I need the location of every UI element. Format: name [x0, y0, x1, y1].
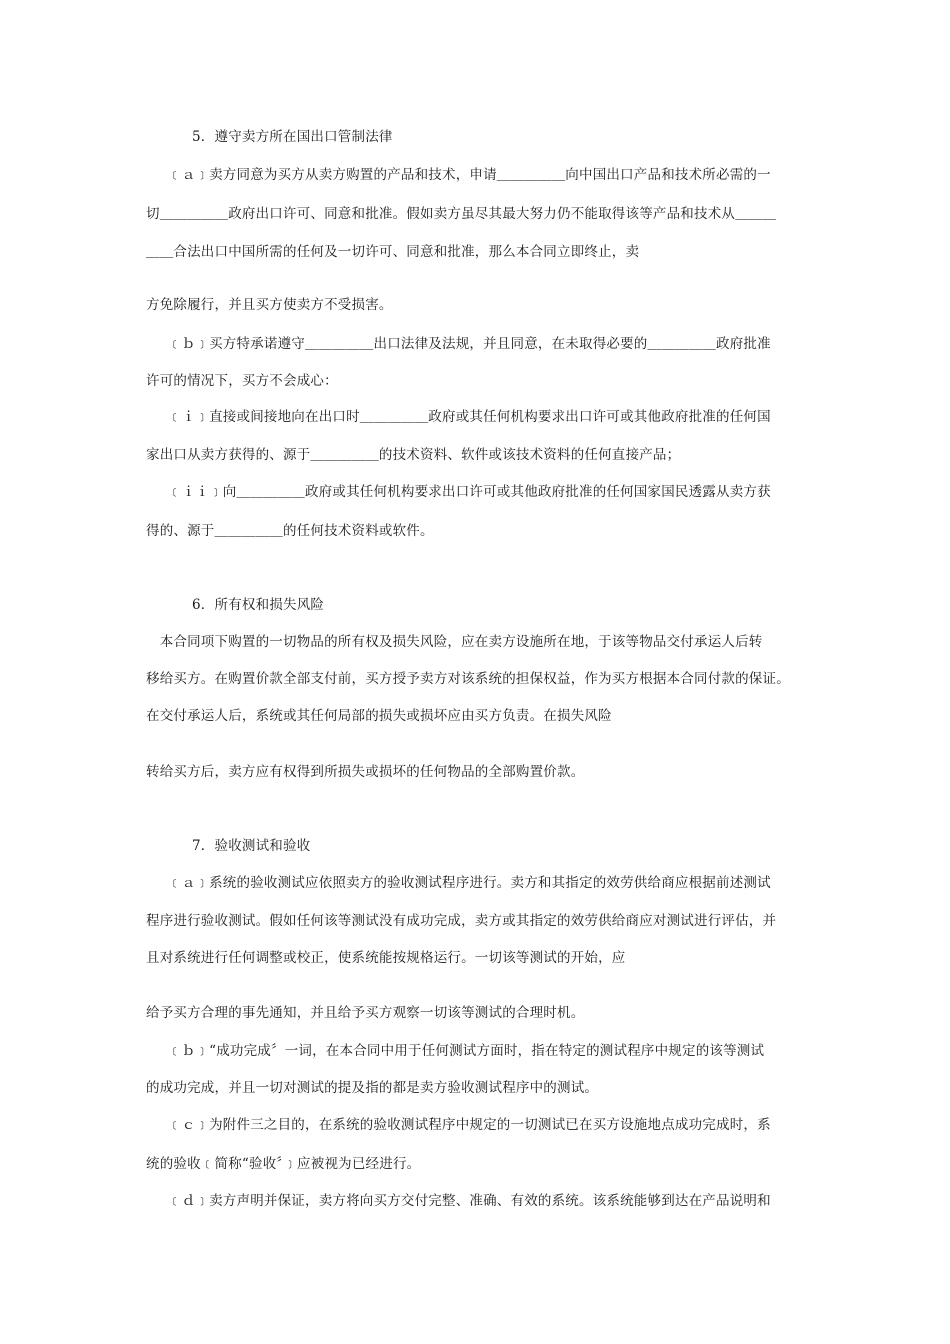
section-5-line-1: ﹝ａ﹞卖方同意为买方从卖方购置的产品和技术，申请＿＿＿＿＿向中国出口产品和技术所必需的一 — [168, 167, 771, 183]
section-6-line-1: 本合同项下购置的一切物品的所有权及损失风险，应在卖方设施所在地，于该等物品交付承运人后转 — [146, 634, 763, 650]
section-5-line-9: ﹝ｉｉ﹞向＿＿＿＿＿政府或其任何机构要求出口许可或其他政府批准的任何国家国民透露从卖方获 — [168, 484, 771, 500]
section-7-line-8: 统的验收﹝简称“验收〞﹞应被视为已经进行。 — [146, 1156, 421, 1172]
section-6-line-2: 移给买方。在购置价款全部支付前，买方授予卖方对该系统的担保权益，作为买方根据本合同付款的保证。 — [146, 671, 790, 687]
section-5-line-8: 家出口从卖方获得的、源于＿＿＿＿＿的技术资料、软件或该技术资料的任何直接产品； — [146, 447, 681, 463]
section-7-heading: 7．验收测试和验收 — [192, 838, 311, 854]
section-7-line-2: 程序进行验收测试。假如任何该等测试没有成功完成，卖方或其指定的效劳供给商应对测试进行评估，并 — [146, 913, 777, 929]
section-7-line-5: ﹝ｂ﹞“成功完成〞一词，在本合同中用于任何测试方面时，指在特定的测试程序中规定的该等测试 — [168, 1043, 765, 1059]
section-7-line-6: 的成功完成，并且一切对测试的提及指的都是卖方验收测试程序中的测试。 — [146, 1080, 599, 1096]
section-7-line-1: ﹝ａ﹞系统的验收测试应依照卖方的验收测试程序进行。卖方和其指定的效劳供给商应根据前述测试 — [168, 875, 771, 891]
section-7-line-4: 给予买方合理的事先通知，并且给予买方观察一切该等测试的合理时机。 — [146, 1005, 585, 1021]
section-7-line-3: 且对系统进行任何调整或校正，使系统能按规格运行。一切该等测试的开始，应 — [146, 950, 626, 966]
section-5-line-3: ＿＿合法出口中国所需的任何及一切许可、同意和批准，那么本合同立即终止，卖 — [146, 244, 640, 260]
section-6-line-3: 在交付承运人后，系统或其任何局部的损失或损坏应由买方负责。在损失风险 — [146, 708, 612, 724]
section-5-line-6: 许可的情况下，买方不会成心： — [146, 373, 338, 389]
section-6-heading: 6．所有权和损失风险 — [192, 597, 325, 613]
section-5-line-7: ﹝ｉ﹞直接或间接地向在出口时＿＿＿＿＿政府或其任何机构要求出口许可或其他政府批准的任何国 — [168, 409, 771, 425]
section-6-line-4: 转给买方后，卖方应有权得到所损失或损坏的任何物品的全部购置价款。 — [146, 764, 585, 780]
section-5-line-4: 方免除履行，并且买方使卖方不受损害。 — [146, 297, 393, 313]
section-5-line-2: 切＿＿＿＿＿政府出口许可、同意和批准。假如卖方虽尽其最大努力仍不能取得该等产品和技术从＿＿＿ — [146, 206, 777, 222]
section-7-line-9: ﹝ｄ﹞卖方声明并保证，卖方将向买方交付完整、准确、有效的系统。该系统能够到达在产品说明和 — [168, 1193, 771, 1209]
section-5-line-10: 得的、源于＿＿＿＿＿的任何技术资料或软件。 — [146, 523, 434, 539]
section-7-line-7: ﹝ｃ﹞为附件三之目的，在系统的验收测试程序中规定的一切测试已在买方设施地点成功完成时，系 — [168, 1117, 771, 1133]
section-5-line-5: ﹝ｂ﹞买方特承诺遵守＿＿＿＿＿出口法律及法规，并且同意，在未取得必要的＿＿＿＿＿政府批准 — [168, 336, 771, 352]
section-5-heading: 5．遵守卖方所在国出口管制法律 — [192, 129, 393, 145]
